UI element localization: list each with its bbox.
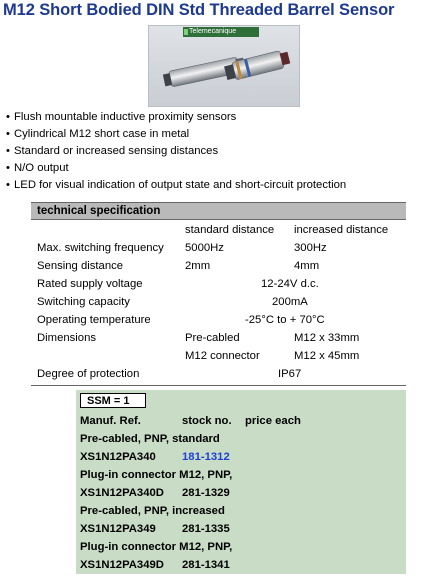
order-group-desc: Pre-cabled, PNP, increased xyxy=(80,505,225,517)
spec-bottom-rule xyxy=(31,385,406,386)
bullet-icon: • xyxy=(6,179,10,191)
spec-heading: technical specification xyxy=(31,203,406,219)
spec-label: Max. switching frequency xyxy=(37,242,164,254)
order-group-desc: Pre-cabled, PNP, standard xyxy=(80,433,220,445)
order-ref: XS1N12PA340D xyxy=(80,487,164,499)
spec-label: Sensing distance xyxy=(37,260,124,272)
list-item: • Cylindrical M12 short case in metal xyxy=(6,126,346,143)
feature-list xyxy=(6,109,346,194)
order-panel xyxy=(76,390,406,574)
spec-value-increased: 4mm xyxy=(294,260,320,272)
order-ref: XS1N12PA340 xyxy=(80,451,156,463)
spec-label: Operating temperature xyxy=(37,314,151,326)
spec-value: -25°C to + 70°C xyxy=(245,314,325,326)
order-stock: 281-1335 xyxy=(182,523,230,535)
spec-heading-rule xyxy=(31,219,406,220)
spec-value-standard: M12 connector xyxy=(185,350,260,362)
spec-value-increased: 300Hz xyxy=(294,242,327,254)
order-header-price: price each xyxy=(245,415,301,427)
list-item: • N/O output xyxy=(6,160,346,177)
spec-value: 200mA xyxy=(272,296,308,308)
ssm-box: SSM = 1 xyxy=(80,393,146,408)
list-item: • LED for visual indication of output state and short-circuit protection xyxy=(6,177,346,194)
bullet-icon: • xyxy=(6,162,10,174)
order-header-ref: Manuf. Ref. xyxy=(80,415,141,427)
order-stock: 281-1341 xyxy=(182,559,230,571)
spec-label: Switching capacity xyxy=(37,296,130,308)
brand-logo-text: Telemecanique xyxy=(189,28,237,35)
spec-value-standard: 2mm xyxy=(185,260,211,272)
list-item: • Flush mountable inductive proximity sensors xyxy=(6,109,346,126)
order-ref: XS1N12PA349D xyxy=(80,559,164,571)
spec-value-standard: 5000Hz xyxy=(185,242,224,254)
stock-link[interactable]: 181-1312 xyxy=(182,451,230,463)
spec-value: 12-24V d.c. xyxy=(261,278,319,290)
order-header-stock: stock no. xyxy=(182,415,232,427)
order-group-desc: Plug-in connector M12, PNP, xyxy=(80,541,233,553)
spec-label: Rated supply voltage xyxy=(37,278,143,290)
spec-value: IP67 xyxy=(278,368,302,380)
product-photo xyxy=(148,25,300,107)
spec-label: Degree of protection xyxy=(37,368,140,380)
order-group-desc: Plug-in connector M12, PNP, xyxy=(80,469,233,481)
spec-label: Dimensions xyxy=(37,332,97,344)
order-ref: XS1N12PA349 xyxy=(80,523,156,535)
order-stock: 281-1329 xyxy=(182,487,230,499)
bullet-icon: • xyxy=(6,111,10,123)
page-title: M12 Short Bodied DIN Std Threaded Barrel Sensor xyxy=(3,1,395,19)
bullet-icon: • xyxy=(6,128,10,140)
spec-value-standard: Pre-cabled xyxy=(185,332,240,344)
list-item: • Standard or increased sensing distances xyxy=(6,143,346,160)
spec-value-increased: M12 x 33mm xyxy=(294,332,360,344)
sensor-illustration xyxy=(149,26,299,106)
spec-value-increased: M12 x 45mm xyxy=(294,350,360,362)
spec-col-increased: increased distance xyxy=(294,224,389,236)
bullet-icon: • xyxy=(6,145,10,157)
spec-col-standard: standard distance xyxy=(185,224,275,236)
